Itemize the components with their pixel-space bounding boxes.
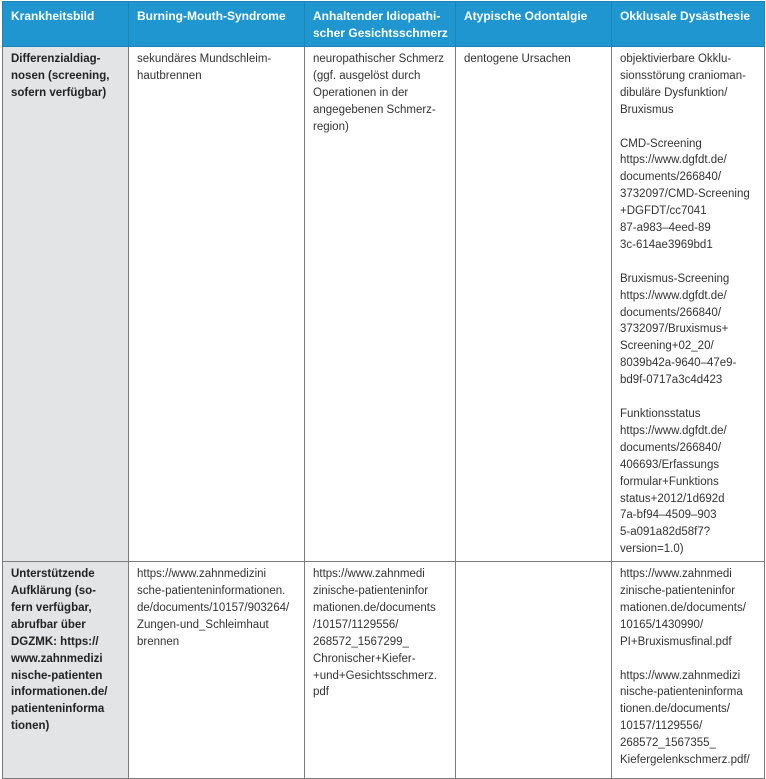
header-line: scher Gesichtsschmerz xyxy=(313,26,448,40)
cell-text-line: formular+Funktions xyxy=(620,475,719,488)
row-label-line: nosen (screening, xyxy=(11,69,110,82)
header-burning-mouth: Burning-Mouth-Syndrome xyxy=(129,2,305,47)
cell-text-line: neuropathischer Schmerz xyxy=(313,53,445,65)
cell-text-line: 406693/Erfassungs xyxy=(620,458,720,471)
cell-text-line: Chronischer+Kiefer- xyxy=(313,652,416,665)
cell-text-line: CMD-Screening xyxy=(620,137,702,150)
table-cell xyxy=(129,562,305,779)
table-cell xyxy=(456,562,612,779)
cell-text-line: dibuläre Dysfunktion/ xyxy=(620,86,728,99)
row-label-line: abrufbar über xyxy=(11,618,86,631)
row-label-aufklaerung xyxy=(3,562,129,779)
table-cell xyxy=(612,47,765,562)
cell-text-line: 7a-bf94–4509–903 xyxy=(620,509,717,522)
cell-text-line: 8039b42a-9640–47e9- xyxy=(620,357,737,370)
cell-text-line: angegebenen Schmerz- xyxy=(313,103,436,116)
cell-text-line: 3732097/Bruxismus+ xyxy=(620,323,729,336)
row-label-line: Aufklärung (so- xyxy=(11,585,96,598)
cell-text-line: version=1.0) xyxy=(620,543,684,556)
cell-text-line: 10157/1129556/ xyxy=(620,720,703,733)
cell-text-line: Screening+02_20/ xyxy=(620,340,714,353)
cell-text-line: 268572_1567355_ xyxy=(620,737,716,750)
cell-text-line: 87-a983–4eed-89 xyxy=(620,222,711,235)
cell-text-line: /10157/1129556/ xyxy=(313,618,399,631)
cell-text-line: sekundäres Mundschleim- xyxy=(137,53,272,65)
table-cell xyxy=(612,562,765,779)
cell-text-line: 268572_1567299_ xyxy=(313,635,409,648)
cell-text-line: mationen.de/documents xyxy=(313,601,436,614)
header-dysaesthesie: Okklusale Dysästhesie xyxy=(612,2,765,47)
cell-text-line: Zungen-und_Schleimhaut xyxy=(137,618,269,631)
cell-text-line: +DGFDT/cc7041 xyxy=(620,205,707,218)
cell-text-line: +und+Gesichtsschmerz. xyxy=(313,669,438,682)
paragraph-gap xyxy=(620,651,756,668)
cell-text-line: brennen xyxy=(137,635,180,648)
row-label-line: DGZMK: https:// xyxy=(11,635,99,648)
row-label-differenzialdiagnosen xyxy=(3,47,129,562)
cell-text-line: https://www.zahnmedizini xyxy=(137,568,267,581)
cell-text-line: https://www.dgfdt.de/ xyxy=(620,154,727,167)
cell-text-line: hautbrennen xyxy=(137,69,202,82)
table-cell xyxy=(456,47,612,562)
row-label-line: patienteninforma xyxy=(11,703,105,716)
cell-text-line: status+2012/1d692d xyxy=(620,492,725,505)
cell-text-line: 5-a091a82d58f7? xyxy=(620,526,711,539)
cell-text-line: Operationen in der xyxy=(313,86,409,99)
row-label-line: Differenzialdiag- xyxy=(11,53,101,65)
cell-text-line: sionsstörung cranioman- xyxy=(620,69,746,82)
row-label-line: www.zahnmedizi xyxy=(11,652,103,665)
cell-text-line: 10165/1430990/ xyxy=(620,618,704,631)
cell-text-line: 3732097/CMD-Screening xyxy=(620,188,750,201)
cell-text-line: objektivierbare Okklu- xyxy=(620,53,732,65)
table-cell xyxy=(305,47,456,562)
cell-text-line: 3c-614ae3969bd1 xyxy=(620,238,713,251)
row-label-line: fern verfügbar, xyxy=(11,601,92,614)
header-row xyxy=(3,2,765,47)
cell-text-line: region) xyxy=(313,120,349,133)
row-label-line: informationen.de/ xyxy=(11,686,108,699)
cell-text-line: zinische-patienteninfor xyxy=(313,585,429,598)
cell-text-line: Kiefergelenkschmerz.pdf/ xyxy=(620,754,750,767)
cell-text-line: tionen.de/documents/ xyxy=(620,703,730,716)
cell-text-line: documents/266840/ xyxy=(620,441,722,454)
cell-text-line: documents/266840/ xyxy=(620,306,722,319)
cell-text-line: https://www.zahnmedi xyxy=(313,568,425,581)
paragraph-gap xyxy=(620,119,756,136)
cell-text-line: zinische-patienteninfor xyxy=(620,585,736,598)
diagnosis-table xyxy=(2,1,765,779)
cell-text-line: https://www.dgfdt.de/ xyxy=(620,289,727,302)
table-cell xyxy=(305,562,456,779)
paragraph-gap xyxy=(620,254,756,271)
cell-text-line: documents/266840/ xyxy=(620,171,722,184)
row-label-line: nische-patienten xyxy=(11,669,103,682)
cell-text-line: https://www.zahnmedi xyxy=(620,568,732,581)
cell-text-line: bd9f-0717a3c4d423 xyxy=(620,374,723,387)
cell-text-line: (ggf. ausgelöst durch xyxy=(313,69,421,82)
cell-text-line: sche-patienteninformationen. xyxy=(137,585,286,598)
table-row xyxy=(3,47,765,562)
header-odontalgie: Atypische Odontalgie xyxy=(456,2,612,47)
cell-text-line: PI+Bruxismusfinal.pdf xyxy=(620,635,732,648)
header-gesichtsschmerz xyxy=(305,2,456,47)
header-krankheitsbild: Krankheitsbild xyxy=(3,2,129,47)
paragraph-gap xyxy=(620,389,756,406)
cell-text-line: https://www.zahnmedizi xyxy=(620,669,741,682)
cell-text-line: dentogene Ursachen xyxy=(464,53,571,65)
cell-text-line: Funktionsstatus xyxy=(620,407,701,420)
row-label-line: sofern verfügbar) xyxy=(11,86,107,99)
row-label-line: Unterstützende xyxy=(11,568,95,581)
cell-text-line: https://www.dgfdt.de/ xyxy=(620,424,727,437)
cell-text-line: nische-patienteninforma xyxy=(620,686,743,699)
cell-text-line: pdf xyxy=(313,686,329,699)
header-line: Anhaltender Idiopathi- xyxy=(313,9,441,23)
row-label-line: tionen) xyxy=(11,720,50,733)
cell-text-line: Bruxismus-Screening xyxy=(620,272,730,285)
cell-text-line: mationen.de/documents/ xyxy=(620,601,746,614)
cell-text-line: de/documents/10157/903264/ xyxy=(137,601,290,614)
table-body xyxy=(3,47,765,779)
table-row xyxy=(3,562,765,779)
table-cell xyxy=(129,47,305,562)
cell-text-line: Bruxismus xyxy=(620,103,674,116)
